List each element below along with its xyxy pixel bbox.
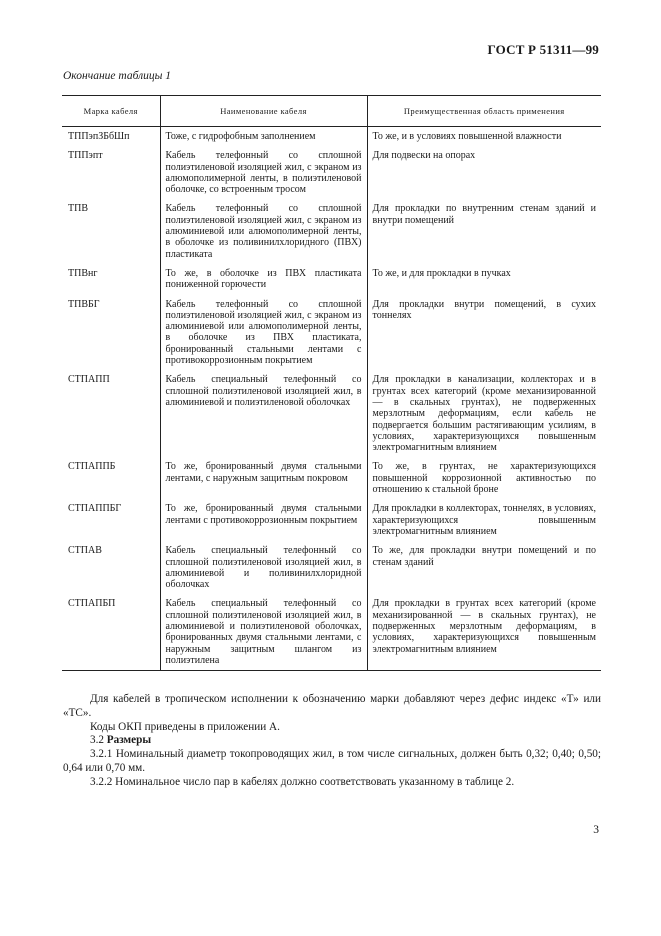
table-row xyxy=(62,499,601,541)
cell-application: Для прокладки в канализации, коллекторах и в грунтах всех категорий (кроме механизированной — в скальных грунтах), не подверженных мерзлотным деформациям, если кабель не подвергается большим растягивающим усилиям, в условиях, характеризующихся повышенным электромагнитным влиянием xyxy=(367,370,601,457)
cell-name: То же, бронированный двумя стальными лентами с противокоррозионным покрытием xyxy=(160,499,367,541)
cell-mark: СТПАППБ xyxy=(68,461,116,473)
column-header-application: Преимущественная область применения xyxy=(367,96,601,127)
paragraph-tropical: Для кабелей в тропическом исполнении к обозначению марки добавляют через дефис индекс «Т» или «ТС». xyxy=(63,693,601,719)
table-row xyxy=(62,127,601,147)
cell-application: То же, и в условиях повышенной влажности xyxy=(367,127,601,147)
table-row xyxy=(62,295,601,371)
section-heading xyxy=(63,734,601,748)
cell-name: То же, бронированный двумя стальными лентами, с наружным защитным покровом xyxy=(160,457,367,499)
cell-mark: ТПВ xyxy=(68,203,88,215)
cell-mark: СТПАПБП xyxy=(62,594,160,670)
cell-application: Для прокладки в коллекторах, тоннелях, в условиях, характеризующихся повышенным электромагнитным влиянием xyxy=(367,499,601,541)
cell-application: Для прокладки внутри помещений, в сухих тоннелях xyxy=(367,295,601,371)
standard-number: ГОСТ Р 51311—99 xyxy=(487,42,599,57)
body-text xyxy=(63,693,601,790)
table-row xyxy=(62,594,601,670)
table-row xyxy=(62,370,601,457)
table-row xyxy=(62,457,601,499)
cell-mark: ТПВнг xyxy=(68,267,98,279)
cell-name: Кабель телефонный со сплошной полиэтиленовой изоляцией жил, с экраном из алюминиевой или алюмополимерной ленты, в оболочке из ПВХ пластиката, бронированный стальными лентами с противокоррозионным покрытием xyxy=(160,295,367,371)
table-row xyxy=(62,541,601,594)
cell-application: То же, в грунтах, не характеризующихся повышенной коррозионной активностью по отношению к стальной броне xyxy=(367,457,601,499)
cell-name: Тоже, с гидрофобным заполнением xyxy=(160,127,367,147)
cell-mark: СТПАПП xyxy=(68,374,110,386)
cell-name: Кабель специальный телефонный со сплошной полиэтиленовой изоляцией жил, в алюминиевой и полиэтиленовой оболочках xyxy=(160,370,367,457)
paragraph-pairs: 3.2.2 Номинальное число пар в кабелях должно соответствовать указанному в таблице 2. xyxy=(90,775,515,788)
section-title: Размеры xyxy=(106,734,152,747)
cell-mark: ТПВБГ xyxy=(68,298,100,310)
section-number: 3.2 xyxy=(90,734,104,747)
cell-application: То же, для прокладки внутри помещений и по стенам зданий xyxy=(367,541,601,594)
table-caption: Окончание таблицы 1 xyxy=(63,70,171,82)
cell-application: Для прокладки в грунтах всех категорий (кроме механизированной — в скальных грунтах), не подверженных мерзлотным деформациям, в условиях, характеризующихся повышенным электромагнитным влиянием xyxy=(367,594,601,670)
paragraph-diameter: 3.2.1 Номинальный диаметр токопроводящих жил, в том числе сигнальных, должен быть 0,32; 0,40; 0,50; 0,64 или 0,70 мм. xyxy=(63,748,601,774)
cell-mark: СТПАВ xyxy=(68,545,102,557)
cell-application: Для подвески на опорах xyxy=(367,146,601,199)
page-number: 3 xyxy=(593,824,599,836)
table-header-row xyxy=(62,96,601,127)
table-row xyxy=(62,199,601,263)
cell-mark: ТППэпЗБбШп xyxy=(68,131,130,142)
cell-application: То же, и для прокладки в пучках xyxy=(367,264,601,295)
cell-name: Кабель телефонный со сплошной полиэтиленовой изоляцией жил, с экраном из алюмополимерной ленты, в полиэтиленовой оболочке, со встроенным тросом xyxy=(160,146,367,199)
cell-application: Для прокладки по внутренним стенам зданий и внутри помещений xyxy=(367,199,601,263)
cell-mark: СТПАППБГ xyxy=(68,503,122,515)
cell-mark: ТППэпт xyxy=(68,150,103,162)
cell-name: То же, в оболочке из ПВХ пластиката пониженной горючести xyxy=(160,264,367,295)
cell-name: Кабель специальный телефонный со сплошной полиэтиленовой изоляцией жил, в алюминиевой и полиэтиленовой оболочках, бронированных двумя стальными лентами, с наружным защитным шлангом из полиэтилена xyxy=(160,594,367,670)
table-row xyxy=(62,264,601,295)
column-header-name: Наименование кабеля xyxy=(160,96,367,127)
paragraph-okp: Коды ОКП приведены в приложении А. xyxy=(90,720,280,733)
column-header-mark: Марка кабеля xyxy=(62,96,160,127)
table-row xyxy=(62,146,601,199)
cell-name: Кабель специальный телефонный со сплошной полиэтиленовой изоляцией жил, в алюминиевой и поливинилхлоридной оболочках xyxy=(160,541,367,594)
cell-name: Кабель телефонный со сплошной полиэтиленовой изоляцией жил, с экраном из алюминиевой или алюмополимерной ленты, в оболочке из поливинилхлоридного (ПВХ) пластиката xyxy=(160,199,367,263)
cable-table xyxy=(62,95,601,671)
